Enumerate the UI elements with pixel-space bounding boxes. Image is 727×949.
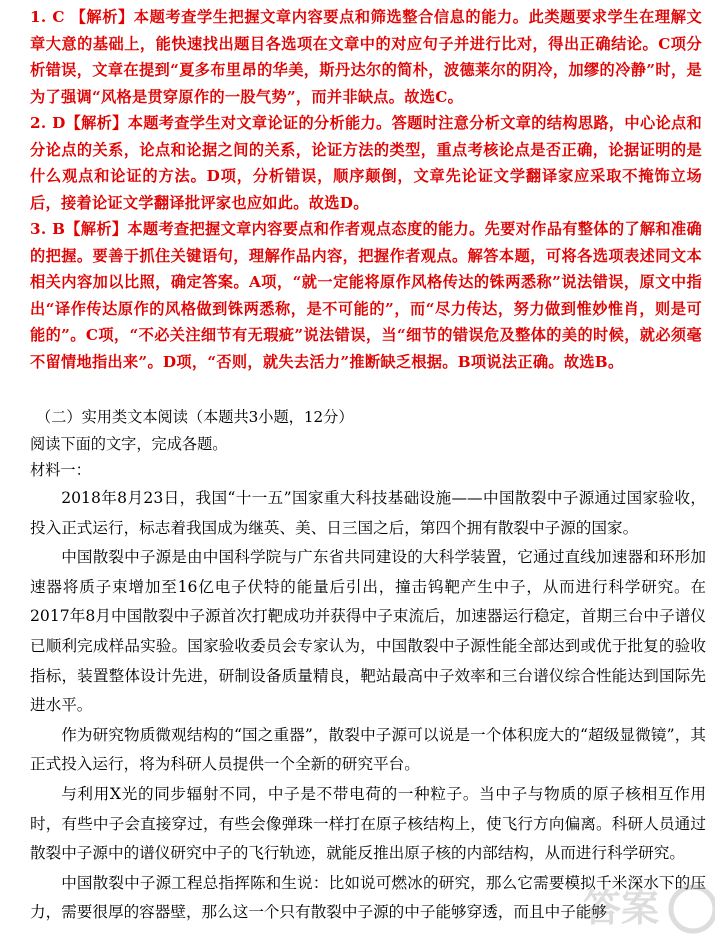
answer-explanations [30, 4, 702, 375]
section-heading: （二）实用类文本阅读（本题共3小题，12分） [36, 408, 354, 426]
svg-text:答案: 答案 [583, 886, 660, 930]
answer-item-1 [30, 4, 702, 110]
article-body [30, 484, 706, 928]
article-paragraph: 与利用X光的同步辐射不同，中子是不带电荷的一种粒子。当中子与物质的原子核相互作用时，有些中子会直接穿过，有些会像弹珠一样打在原子核结构上，使飞行方向偏离。科研人员通过散裂中子源中的谱仪研究中子的飞行轨迹，就能反推出原子核的内部结构，从而进行科学研究。 [30, 784, 706, 863]
answer-label: 2. D【解析】 [30, 114, 128, 132]
material-label: 材料一： [30, 461, 91, 479]
answer-item-3 [30, 216, 702, 375]
answer-item-2 [30, 110, 702, 216]
answer-label: 1. C 【解析】 [30, 8, 134, 26]
answer-text: 本题考查学生把握文章内容要点和筛选整合信息的能力。此类题要求学生在理解文章大意的基础上，能快速找出题目各选项在文章中的对应句子并进行比对，得出正确结论。C项分析错误，文章在提到“夏多布里昂的华美，斯丹达尔的简朴，波德莱尔的阴冷，加缪的冷静”时，是为了强调“风格是贯穿原作的一股气势”，而并非缺点。故选C。 [30, 8, 702, 106]
watermark-logo [575, 871, 715, 941]
article-paragraph: 中国散裂中子源是由中国科学院与广东省共同建设的大科学装置，它通过直线加速器和环形加速器将质子束增加至16亿电子伏特的能量后引出，撞击钨靶产生中子，从而进行科学研究。在2017年8月中国散裂中子源首次打靶成功并获得中子束流后，加速器运行稳定，首期三台中子谱仪已顺利完成样品实验。国家验收委员会专家认为，中国散裂中子源性能全部达到或优于批复的验收指标，装置整体设计先进，研制设备质量精良，靶站最高中子效率和三台谱仪综合性能达到国际先进水平。 [30, 548, 706, 715]
article-paragraph: 中国散裂中子源工程总指挥陈和生说：比如说可燃冰的研究，那么它需要模拟千米深水下的压力，需要很厚的容器壁，那么这一个只有散裂中子源的中子能够穿透，而且中子能够 [30, 873, 706, 922]
answer-text: 本题考查把握文章内容要点和作者观点态度的能力。先要对作品有整体的了解和准确的把握。要善于抓住关键语句，理解作品内容，把握作者观点。解答本题，可将各选项表述同文本相关内容加以比照，确定答案。A项，“就一定能将原作风格传达的铢两悉称”说法错误，原文中指出“译作传达原作的风格做到铢两悉称，是不可能的”，而“尽力传达，努力做到惟妙惟肖，则是可能的”。C项，“不必关注细节有无瑕疵”说法错误，当“细节的错误危及整体的美的时候，就必须毫不留情地指出来”。D项，“否则，就失去活力”推断缺乏根据。B项说法正确。故选B。 [30, 220, 702, 371]
answer-text: 本题考查学生对文章论证的分析能力。答题时注意分析文章的结构思路，中心论点和分论点的关系，论点和论据之间的关系，论证方法的类型，重点考核论点是否正确，论据证明的是什么观点和论证的方法。D项，分析错误，顺序颠倒，文章先论证文学翻译家应采取不掩饰立场后，接着论证文学翻译批评家也应如此。故选D。 [30, 114, 702, 212]
reading-instruction: 阅读下面的文字，完成各题。 [30, 435, 228, 453]
article-paragraph: 2018年8月23日，我国“十一五”国家重大科技基础设施——中国散裂中子源通过国家验收，投入正式运行，标志着我国成为继英、美、日三国之后，第四个拥有散裂中子源的国家。 [30, 489, 706, 537]
answer-label: 3. B【解析】 [30, 220, 128, 238]
article-paragraph: 作为研究物质微观结构的“国之重器”，散裂中子源可以说是一个体积庞大的“超级显微镜”，其正式投入运行，将为科研人员提供一个全新的研究平台。 [30, 725, 706, 774]
